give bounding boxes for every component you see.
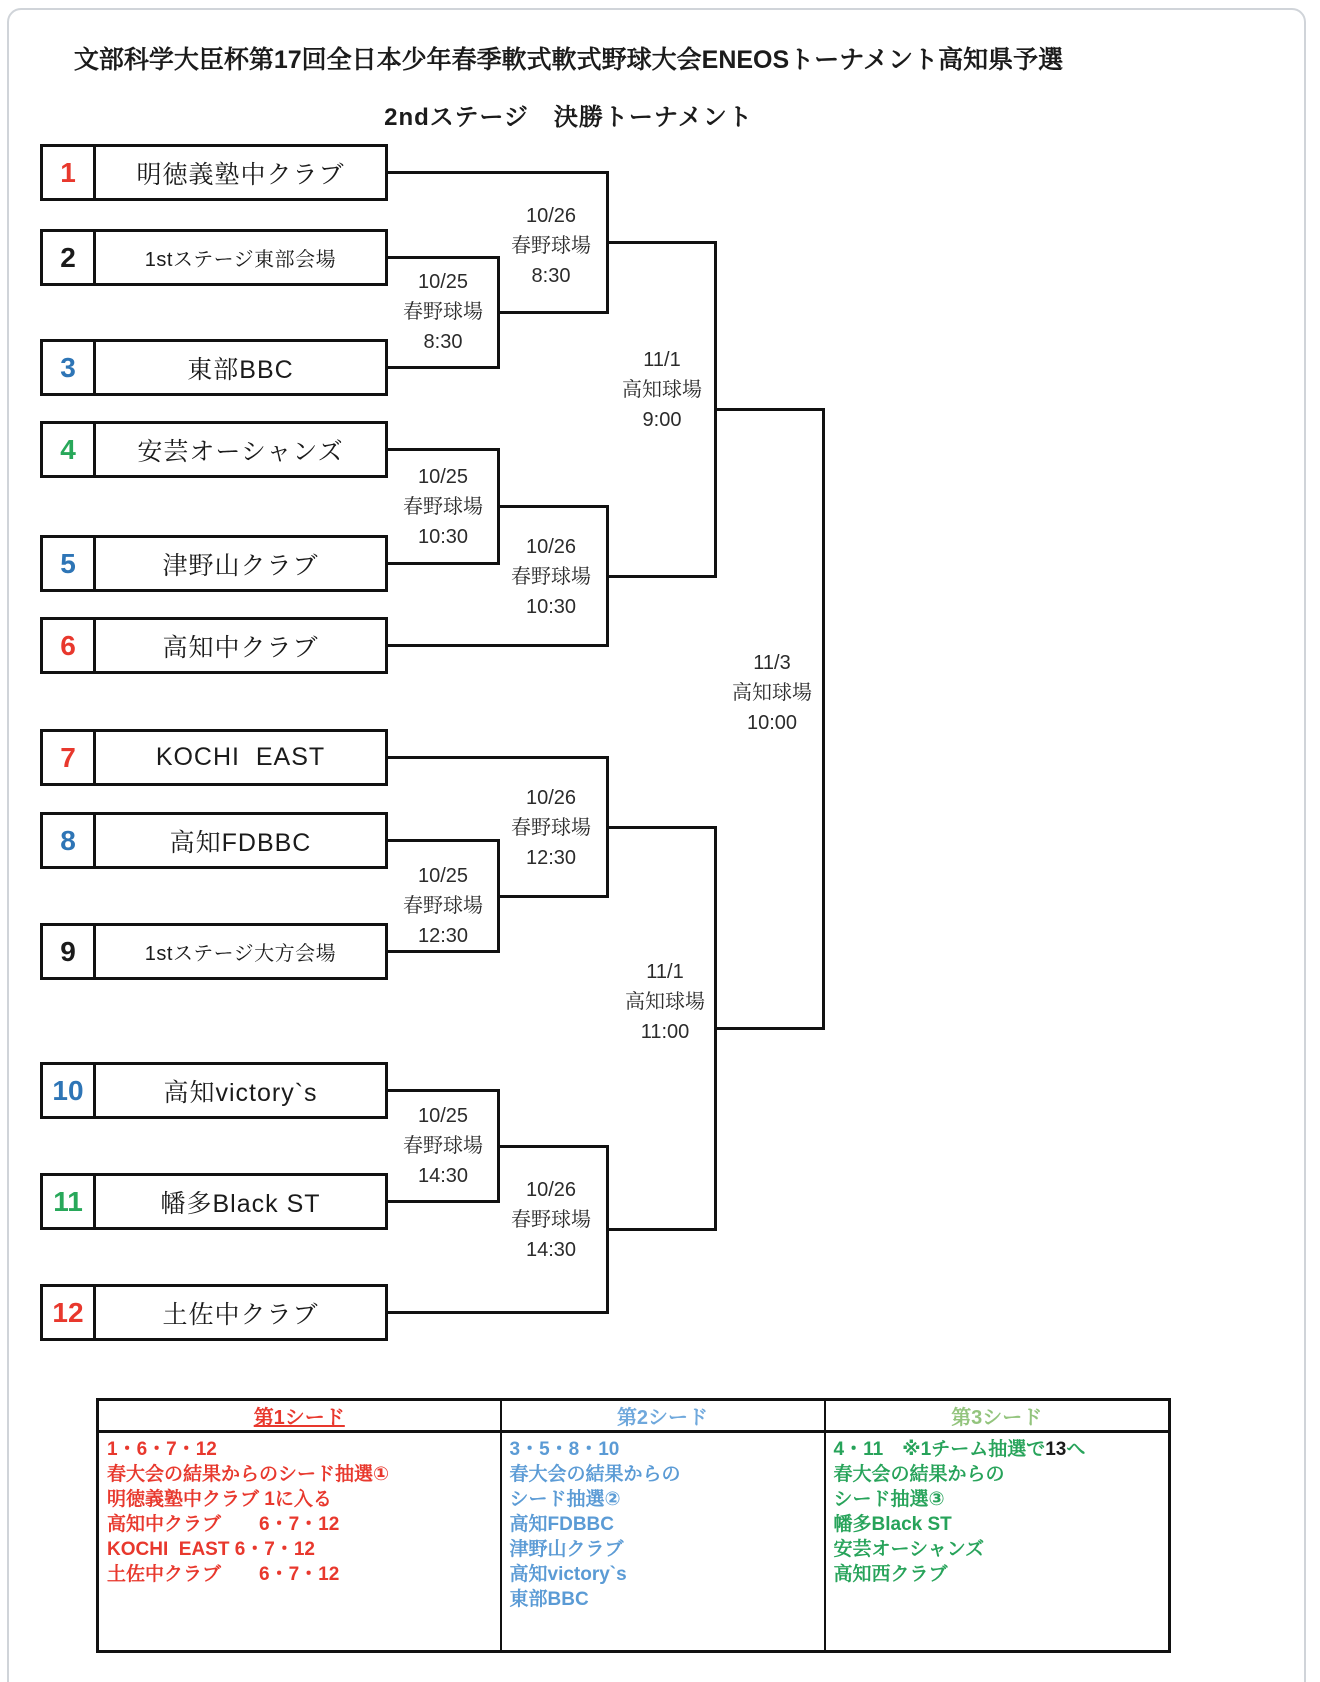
match-info-round1-game1 <box>388 267 498 357</box>
team-box-1 <box>40 144 388 201</box>
seed-table-line <box>834 1537 1165 1562</box>
match-info-line: 春野球場 <box>511 817 591 839</box>
seed-number: 4 <box>43 424 96 475</box>
bracket-line <box>388 1089 498 1092</box>
seed-number: 6 <box>43 620 96 671</box>
match-info-semifinal-1 <box>607 345 717 435</box>
team-box-4 <box>40 421 388 478</box>
tournament-title: 文部科学大臣杯第17回全日本少年春季軟式軟式野球大会ENEOSトーナメント高知県予選 <box>73 46 1064 74</box>
match-info-line: 10/25 <box>417 271 469 293</box>
team-box-8 <box>40 812 388 869</box>
match-info-round1-game4 <box>388 1101 498 1191</box>
team-name: 高知中クラブ <box>162 633 319 662</box>
seed-table-text: 3・5・8・10 <box>509 1439 620 1460</box>
bracket-line <box>498 1145 607 1148</box>
bracket-line <box>388 562 498 565</box>
team-name: 幡多Black ST <box>160 1189 321 1218</box>
seed-table-line <box>510 1587 820 1612</box>
team-box-10 <box>40 1062 388 1119</box>
bracket-line <box>388 366 498 369</box>
match-info-semifinal-2 <box>610 957 720 1047</box>
match-info-round1-game3 <box>388 861 498 951</box>
match-info-line: 春野球場 <box>403 301 483 323</box>
seed-table-text: 春大会の結果からのシード抽選① <box>107 1464 390 1485</box>
seed-table-line <box>510 1537 820 1562</box>
match-info-line: 11:00 <box>640 1021 690 1043</box>
seed-number: 7 <box>43 732 96 783</box>
seed-table-text: へ <box>1066 1439 1086 1460</box>
seed-number: 12 <box>43 1287 96 1338</box>
match-info-line: 11/1 <box>646 961 684 983</box>
seed-table-cell-3 <box>825 1432 1170 1652</box>
bracket-line <box>606 505 609 647</box>
team-box-5 <box>40 535 388 592</box>
match-info-line: 高知球場 <box>732 682 812 704</box>
match-info-round2-game2 <box>496 532 606 622</box>
match-info-line: 12:30 <box>525 847 577 869</box>
bracket-line <box>388 1200 498 1203</box>
bracket-line <box>498 505 607 508</box>
seed-table-text: 幡多Black ST <box>833 1514 952 1535</box>
seed-table-text: 1・6・7・12 <box>107 1439 217 1460</box>
seed-table-text: 土佐中クラブ 6・7・12 <box>107 1564 340 1585</box>
seed-table-header-2: 第2シード <box>501 1400 825 1432</box>
match-info-line: 10:30 <box>417 526 469 548</box>
match-info-line: 春野球場 <box>403 895 483 917</box>
seed-table-line <box>510 1562 820 1587</box>
seed-table-line <box>834 1437 1165 1462</box>
match-info-line: 10/26 <box>525 1179 577 1201</box>
seed-table-line <box>107 1512 496 1537</box>
match-info-line: 10/26 <box>525 787 577 809</box>
match-info-line: 10/25 <box>417 1105 469 1127</box>
team-name: 1stステージ大方会場 <box>144 943 337 965</box>
match-info-line: 春野球場 <box>403 1135 483 1157</box>
bracket-line <box>606 1145 609 1314</box>
seed-table-text: 高知西クラブ <box>833 1564 948 1585</box>
seed-table-text: 13 <box>1045 1439 1067 1460</box>
bracket-line <box>607 826 715 829</box>
match-info-line: 春野球場 <box>511 1209 591 1231</box>
match-info-round2-game4 <box>496 1175 606 1265</box>
match-info-line: 10/26 <box>525 536 577 558</box>
team-name: 津野山クラブ <box>162 551 319 580</box>
match-info-line: 春野球場 <box>511 566 591 588</box>
seed-table-text: シード抽選③ <box>833 1489 945 1510</box>
match-info-line: 9:00 <box>642 409 682 431</box>
team-name: KOCHI EAST <box>155 743 326 771</box>
seed-table-line <box>510 1512 820 1537</box>
seed-number: 11 <box>43 1176 96 1227</box>
seed-table-text: シード抽選② <box>509 1489 621 1510</box>
team-name: 東部BBC <box>187 355 294 384</box>
match-info-line: 10/25 <box>417 865 469 887</box>
match-info-line: 高知球場 <box>625 991 705 1013</box>
match-info-round1-game2 <box>388 462 498 552</box>
seed-table-cell-1 <box>98 1432 501 1652</box>
team-name: 1stステージ東部会場 <box>144 249 337 271</box>
match-info-line: 10:00 <box>746 712 798 734</box>
team-box-11 <box>40 1173 388 1230</box>
seed-table-text: 安芸オーシャンズ <box>833 1539 985 1560</box>
seed-table-line <box>510 1462 820 1487</box>
seed-number: 1 <box>43 147 96 198</box>
seed-table-line <box>107 1537 496 1562</box>
match-info-line: 10/25 <box>417 466 469 488</box>
match-info-line: 11/3 <box>753 652 791 674</box>
team-box-9 <box>40 923 388 980</box>
seed-table-line <box>107 1562 496 1587</box>
match-info-line: 14:30 <box>417 1165 469 1187</box>
seed-table-line <box>834 1562 1165 1587</box>
team-name: 高知victory`s <box>163 1078 318 1107</box>
seed-table-line <box>510 1437 820 1462</box>
seed-table-text: 4・11 ※1チーム抽選で <box>833 1439 1046 1460</box>
bracket-line <box>607 1228 715 1231</box>
team-name: 高知FDBBC <box>169 828 312 857</box>
seed-table-line <box>834 1512 1165 1537</box>
team-name: 明徳義塾中クラブ <box>136 160 345 189</box>
bracket-line <box>715 408 823 411</box>
team-box-6 <box>40 617 388 674</box>
match-info-line: 12:30 <box>417 925 469 947</box>
seed-number: 2 <box>43 232 96 283</box>
match-info-round2-game3 <box>496 783 606 873</box>
match-info-line: 高知球場 <box>622 379 702 401</box>
team-box-12 <box>40 1284 388 1341</box>
seed-table-text: 春大会の結果からの <box>509 1464 681 1485</box>
match-info-round2-game1 <box>496 201 606 291</box>
bracket-line <box>606 756 609 898</box>
seed-number: 8 <box>43 815 96 866</box>
seed-table-text: 春大会の結果からの <box>833 1464 1005 1485</box>
seed-table-header-3: 第3シード <box>825 1400 1170 1432</box>
bracket-line <box>388 448 498 451</box>
match-info-line: 10:30 <box>525 596 577 618</box>
seed-table-header-1: 第1シード <box>98 1400 501 1432</box>
team-name: 土佐中クラブ <box>162 1300 319 1329</box>
seed-table-line <box>834 1487 1165 1512</box>
match-info-line: 10/26 <box>525 205 577 227</box>
seed-table-line <box>107 1437 496 1462</box>
seed-table-cell-2 <box>501 1432 825 1652</box>
seed-table-line <box>107 1487 496 1512</box>
bracket-line <box>715 1027 823 1030</box>
seed-table-text: 東部BBC <box>509 1589 589 1610</box>
team-box-7 <box>40 729 388 786</box>
seed-table-line <box>107 1462 496 1487</box>
seed-table-line <box>834 1462 1165 1487</box>
bracket-line <box>607 241 715 244</box>
bracket-line <box>498 895 607 898</box>
seed-number: 3 <box>43 342 96 393</box>
match-info-line: 14:30 <box>525 1239 577 1261</box>
match-info-line: 8:30 <box>423 331 463 353</box>
bracket-line <box>388 839 498 842</box>
team-name: 安芸オーシャンズ <box>137 437 344 466</box>
match-info-final <box>717 648 827 738</box>
bracket-line <box>607 575 715 578</box>
seed-table-text: 津野山クラブ <box>509 1539 624 1560</box>
seed-table-text: 高知victory`s <box>509 1564 627 1585</box>
seed-table-text: 高知中クラブ 6・7・12 <box>107 1514 340 1535</box>
stage-subtitle: 2ndステージ 決勝トーナメント <box>384 104 753 131</box>
team-box-2 <box>40 229 388 286</box>
seed-table-line <box>510 1487 820 1512</box>
bracket-line <box>388 171 607 174</box>
bracket-line <box>606 171 609 314</box>
bracket-line <box>498 311 607 314</box>
team-box-3 <box>40 339 388 396</box>
bracket-line <box>388 756 607 759</box>
bracket-line <box>388 644 607 647</box>
seed-table-text: KOCHI EAST 6・7・12 <box>107 1539 315 1560</box>
match-info-line: 11/1 <box>643 349 681 371</box>
match-info-line: 春野球場 <box>403 496 483 518</box>
seed-table-text: 明徳義塾中クラブ 1に入る <box>107 1489 332 1510</box>
seed-number: 9 <box>43 926 96 977</box>
match-info-line: 春野球場 <box>511 235 591 257</box>
seed-number: 5 <box>43 538 96 589</box>
seed-number: 10 <box>43 1065 96 1116</box>
seed-table <box>96 1398 1171 1653</box>
bracket-line <box>388 1311 607 1314</box>
seed-table-text: 高知FDBBC <box>509 1514 614 1535</box>
bracket-line <box>388 256 498 259</box>
match-info-line: 8:30 <box>531 265 571 287</box>
